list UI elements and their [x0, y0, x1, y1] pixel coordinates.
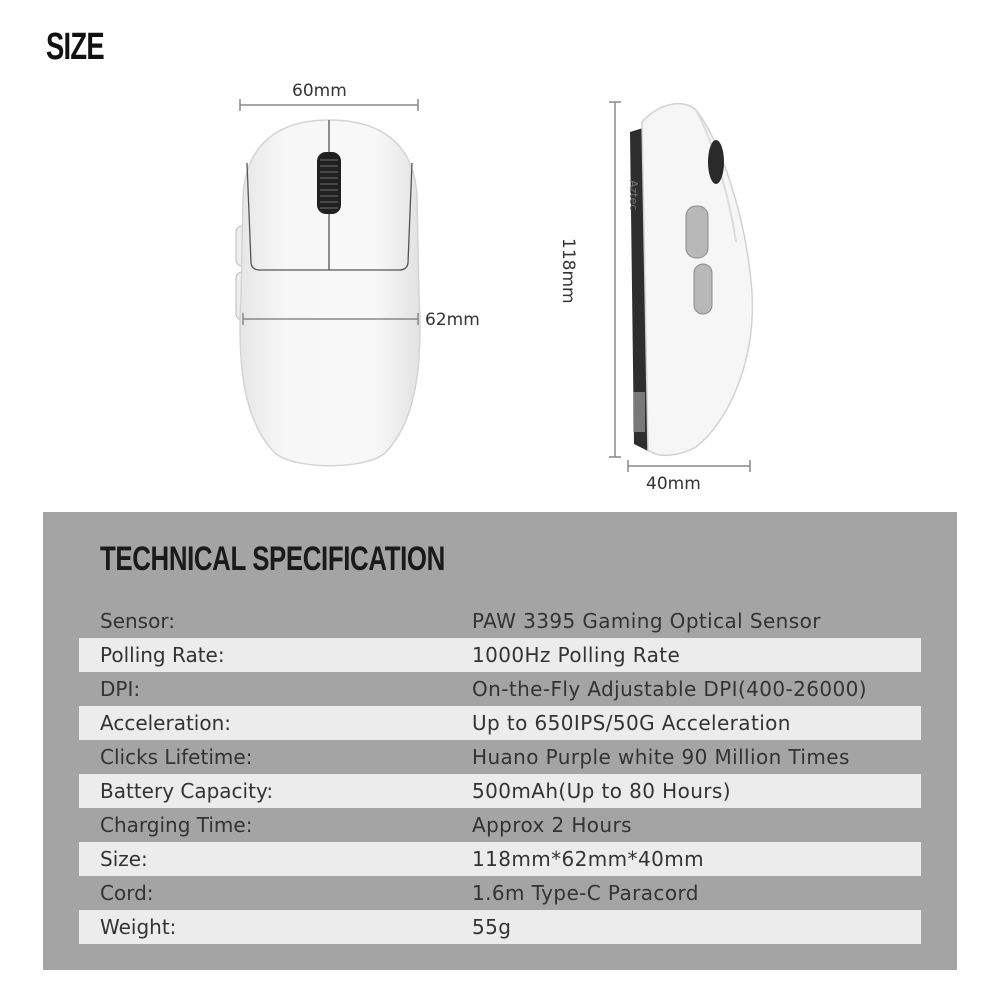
spec-label: Size: [100, 847, 148, 871]
height-dimension-label: 40mm [646, 474, 701, 494]
spec-row-size [79, 842, 921, 876]
brand-mark: Aztec [627, 180, 640, 211]
size-heading: SIZE [46, 26, 104, 68]
spec-value: 118mm*62mm*40mm [472, 847, 704, 871]
spec-row-sensor [79, 604, 921, 638]
spec-label: Clicks Lifetime: [100, 745, 253, 769]
mouse-side-view-figure [558, 92, 778, 502]
mouse-top-view-illustration [225, 78, 505, 478]
spec-label: Charging Time: [100, 813, 253, 837]
spec-row-weight [79, 910, 921, 944]
spec-label: Polling Rate: [100, 643, 225, 667]
spec-label: Battery Capacity: [100, 779, 274, 803]
spec-label: Cord: [100, 881, 154, 905]
mouse-top-view-figure [225, 78, 505, 478]
length-dimension-label: 118mm [558, 238, 578, 304]
spec-row-cord [79, 876, 921, 910]
spec-value: 1.6m Type-C Paracord [472, 881, 699, 905]
spec-panel [43, 512, 957, 970]
spec-row-clicks-lifetime [79, 740, 921, 774]
spec-value: Approx 2 Hours [472, 813, 632, 837]
spec-row-dpi [79, 672, 921, 706]
spec-value: Up to 650IPS/50G Acceleration [472, 711, 791, 735]
width-dimension-label: 60mm [292, 81, 347, 101]
spec-row-battery-capacity [79, 774, 921, 808]
spec-label: Acceleration: [100, 711, 232, 735]
spec-row-charging-time [79, 808, 921, 842]
spec-label: Weight: [100, 915, 177, 939]
spec-row-polling-rate [79, 638, 921, 672]
spec-value: On-the-Fly Adjustable DPI(400-26000) [472, 677, 867, 701]
spec-value: PAW 3395 Gaming Optical Sensor [472, 609, 821, 633]
spec-value: 55g [472, 915, 512, 939]
spec-value: 1000Hz Polling Rate [472, 643, 681, 667]
spec-value: Huano Purple white 90 Million Times [472, 745, 850, 769]
spec-value: 500mAh(Up to 80 Hours) [472, 779, 731, 803]
mouse-side-view-illustration [578, 92, 778, 502]
spec-label: Sensor: [100, 609, 175, 633]
grip-width-dimension-label: 62mm [425, 310, 480, 330]
spec-heading: TECHNICAL SPECIFICATION [100, 540, 445, 578]
spec-label: DPI: [100, 677, 141, 701]
spec-row-acceleration [79, 706, 921, 740]
spec-table [79, 604, 921, 944]
